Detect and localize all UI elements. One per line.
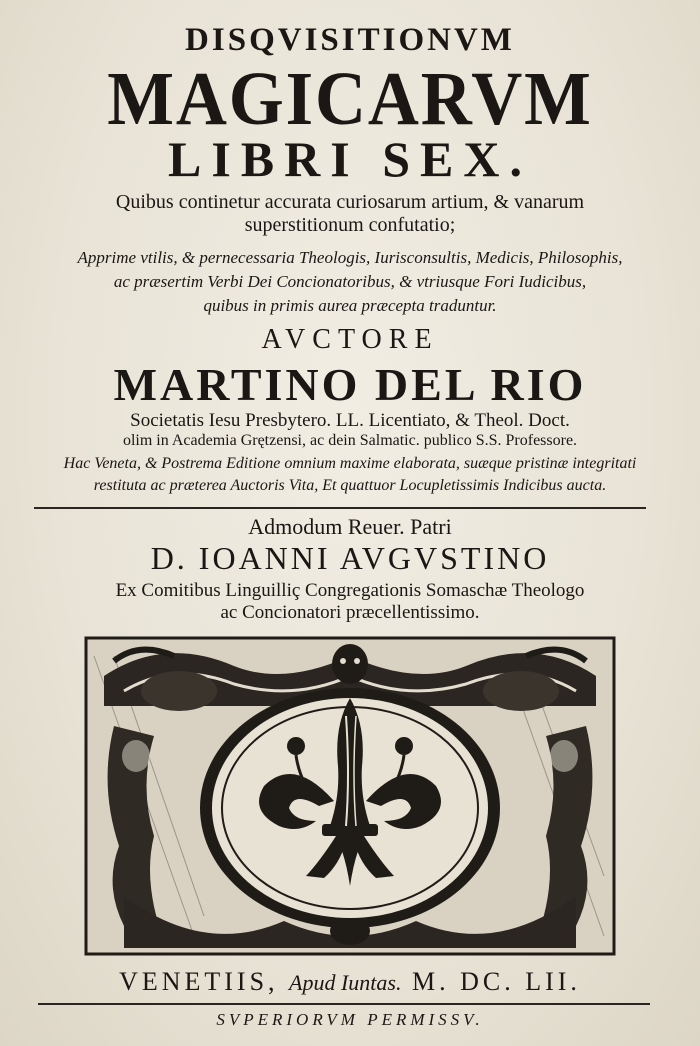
audience-line-1: Apprime vtilis, & pernecessaria Theologis, Iurisconsultis, Medicis, Philosophis,: [77, 248, 623, 267]
dedication-line-3: Ex Comitibus Linguilliç Congregationis Somaschæ Theologo: [115, 580, 585, 601]
imprint-year: M. DC. LII.: [412, 967, 581, 996]
divider-rule: [34, 507, 646, 509]
audience-line-3: quibus in primis aurea præcepta traduntur.: [203, 296, 497, 315]
dedication-name: D. IOANNI AVGVSTINO: [150, 540, 550, 576]
bottom-rule: [38, 1003, 650, 1005]
permission-line: SVPERIORVM PERMISSV.: [216, 1010, 484, 1029]
subtitle-line-1: Quibus continetur accurata curiosarum artium, & vanarum: [115, 191, 585, 213]
title-line-3: LIBRI SEX.: [168, 131, 532, 187]
title-line-1: DISQVISITIONVM: [185, 22, 515, 58]
edition-line-2: restituta ac præterea Auctoris Vita, Et quattuor Locupletissimis Indicibus aucta.: [93, 477, 607, 494]
credentials-line-2: olim in Academia Grętzensi, ac dein Salmatic. publico S.S. Professore.: [122, 432, 578, 449]
auctore-label: AVCTORE: [261, 324, 439, 355]
dedication-line-1: Admodum Reuer. Patri: [248, 514, 452, 539]
subtitle-line-2: superstitionum confutatio;: [244, 214, 456, 236]
imprint-place: VENETIIS,: [119, 967, 279, 996]
imprint-publisher: Apud Iuntas.: [289, 970, 402, 995]
author-name: MARTINO DEL RIO: [113, 359, 587, 410]
audience-line-2: ac præsertim Verbi Dei Concionatoribus, & vtriusque Fori Iudicibus,: [113, 272, 587, 291]
fleur-de-lis-printers-device-icon: [84, 636, 616, 956]
title-line-2: MAGICARVM: [107, 57, 593, 141]
edition-line-1: Hac Veneta, & Postrema Editione omnium maxime elaborata, suæque pristinæ integritati: [63, 455, 637, 472]
dedication-line-4: ac Concionatori præcellentissimo.: [220, 602, 480, 623]
imprint-line: [0, 967, 700, 997]
credentials-line-1: Societatis Iesu Presbytero. LL. Licentiato, & Theol. Doct.: [130, 410, 570, 431]
